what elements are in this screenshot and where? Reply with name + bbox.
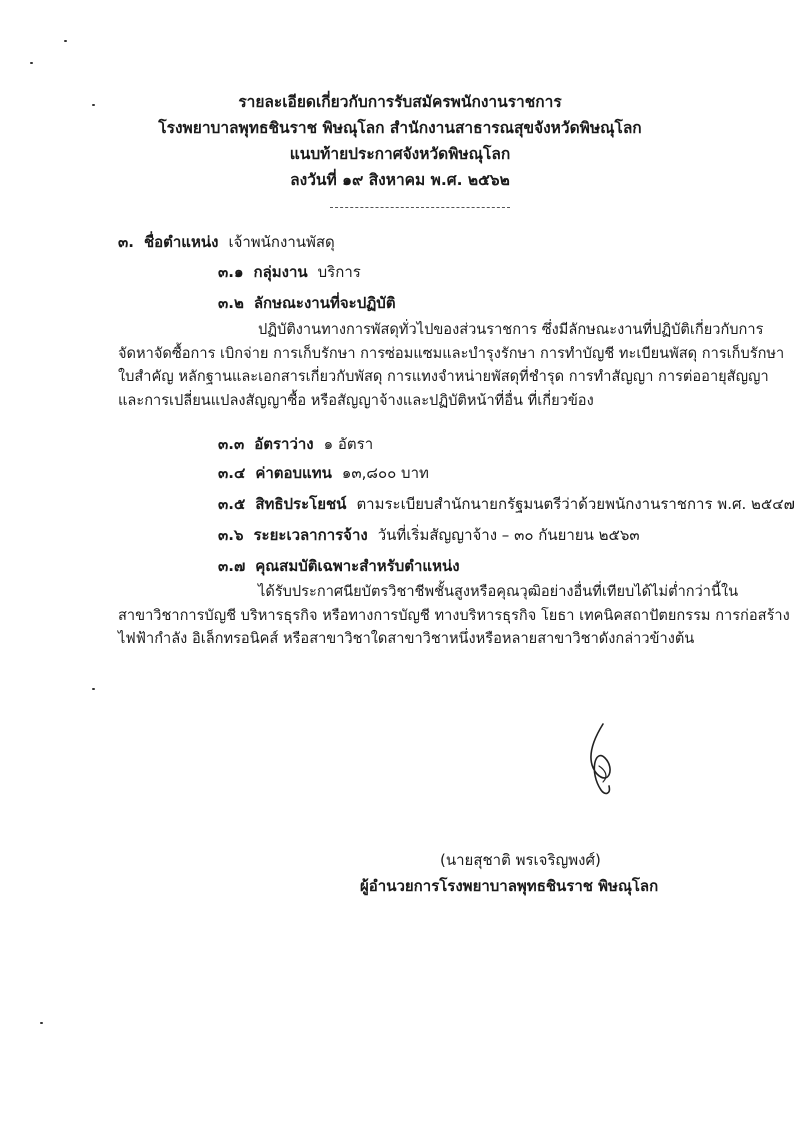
salary-number: ๓.๔	[218, 464, 246, 482]
group-line	[218, 262, 361, 282]
period-number: ๓.๖	[218, 526, 244, 544]
duties-paragraph	[118, 318, 785, 412]
benefits-line	[218, 494, 795, 514]
qualification-line: ไฟฟ้ากำลัง อิเล็กทรอนิคส์ หรือสาขาวิชาใดสาขาวิชาหนึ่งหรือหลายสาขาวิชาดังกล่าวข้างต้น	[118, 630, 695, 647]
vacancy-value: ๑ อัตรา	[323, 435, 374, 453]
group-value: บริการ	[317, 263, 361, 281]
signature-mark	[575, 720, 625, 800]
salary-value: ๑๓,๘๐๐ บาท	[341, 464, 429, 482]
scan-speck	[64, 40, 67, 42]
duties-label: ลักษณะงานที่จะปฏิบัติ	[253, 294, 396, 312]
duties-line: ใบสำคัญ หลักฐานและเอกสารเกี่ยวกับพัสดุ การแทงจำหน่ายพัสดุที่ชำรุด การทำสัญญา การต่ออายุสัญญา	[118, 368, 769, 385]
qualification-line: ได้รับประกาศนียบัตรวิชาชีพชั้นสูงหรือคุณวุฒิอย่างอื่นที่เทียบได้ไม่ต่ำกว่านี้ใน	[258, 583, 739, 600]
position-label: ชื่อตำแหน่ง	[143, 233, 219, 251]
benefits-label: สิทธิประโยชน์	[255, 495, 347, 513]
position-number: ๓.	[118, 233, 134, 251]
qualification-paragraph	[118, 580, 790, 651]
period-line	[218, 525, 640, 545]
duties-line: และการเปลี่ยนแปลงสัญญาซื้อ หรือสัญญาจ้างและปฏิบัติหน้าที่อื่น ที่เกี่ยวข้อง	[118, 391, 594, 409]
qualification-number: ๓.๗	[218, 557, 246, 575]
qualification-heading	[218, 556, 460, 576]
header-title: รายละเอียดเกี่ยวกับการรับสมัครพนักงานราชการ	[238, 93, 562, 111]
header-date: ลงวันที่ ๑๙ สิงหาคม พ.ศ. ๒๕๖๒	[290, 171, 510, 189]
header-divider	[330, 207, 510, 208]
header-annex: แนบท้ายประกาศจังหวัดพิษณุโลก	[289, 145, 511, 163]
qualification-line: สาขาวิชาการบัญชี บริหารธุรกิจ หรือทางการบัญชี ทางบริหารธุรกิจ โยธา เทคนิคสถาปัตยกรรม การก่อสร้าง	[118, 606, 790, 624]
scan-speck	[30, 62, 33, 64]
header-organization: โรงพยาบาลพุทธชินราช พิษณุโลก สำนักงานสาธารณสุขจังหวัดพิษณุโลก	[158, 119, 642, 137]
position-value: เจ้าพนักงานพัสดุ	[228, 233, 335, 251]
period-label: ระยะเวลาการจ้าง	[253, 526, 368, 544]
vacancy-line	[218, 434, 373, 454]
scan-speck	[92, 688, 95, 690]
duties-line: ปฏิบัติงานทางการพัสดุทั่วไปของส่วนราชการ ซึ่งมีลักษณะงานที่ปฏิบัติเกี่ยวกับการ	[258, 321, 764, 338]
signatory-title: ผู้อำนวยการโรงพยาบาลพุทธชินราช พิษณุโลก	[360, 877, 659, 895]
duties-heading	[218, 293, 396, 313]
duties-line: จัดหาจัดซื้อการ เบิกจ่าย การเก็บรักษา การซ่อมแซมและบำรุงรักษา การทำบัญชี ทะเบียนพัสดุ การเก็บรักษา	[118, 344, 785, 362]
salary-label: ค่าตอบแทน	[255, 464, 332, 482]
vacancy-number: ๓.๓	[218, 435, 245, 453]
vacancy-label: อัตราว่าง	[254, 435, 314, 453]
position-line	[118, 232, 335, 252]
salary-line	[218, 463, 429, 483]
period-value: วันที่เริ่มสัญญาจ้าง – ๓๐ กันยายน ๒๕๖๓	[377, 526, 640, 544]
duties-number: ๓.๒	[218, 294, 244, 312]
scan-speck	[92, 104, 95, 106]
group-label: กลุ่มงาน	[253, 263, 308, 281]
benefits-number: ๓.๕	[218, 495, 246, 513]
group-number: ๓.๑	[218, 263, 244, 281]
qualification-label: คุณสมบัติเฉพาะสำหรับตำแหน่ง	[255, 557, 460, 575]
scan-speck	[40, 1022, 43, 1024]
benefits-value: ตามระเบียบสำนักนายกรัฐมนตรีว่าด้วยพนักงานราชการ พ.ศ. ๒๕๔๗	[356, 495, 795, 513]
signatory-name: (นายสุชาติ พรเจริญพงศ์)	[440, 851, 601, 869]
